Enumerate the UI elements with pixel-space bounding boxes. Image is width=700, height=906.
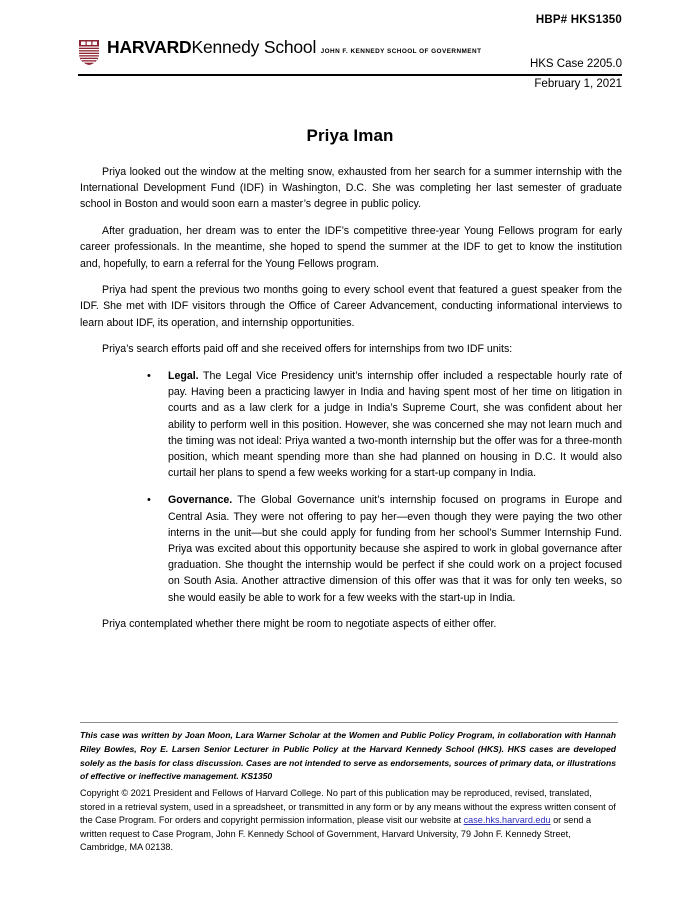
list-item: [80, 368, 622, 481]
harvard-shield-icon: [78, 39, 100, 66]
page-title: Priya Iman: [306, 126, 394, 145]
copyright-text-part1: Copyright © 2021 President and Fellows of Harvard College. No part of this publication may be reproduced, revised, translated, stored in a retrieval system, used in a spreadsheet, or transmitted in any form or by any means without the express written consent of the Case Program. For orders and copyright permission information, please visit our website at: [80, 788, 616, 825]
list-item: [80, 492, 622, 605]
closing-paragraph: Priya contemplated whether there might be room to negotiate aspects of either offer.: [102, 618, 497, 631]
footer-divider: [80, 722, 618, 723]
case-date: February 1, 2021: [534, 78, 622, 90]
paragraph-4: Priya’s search efforts paid off and she received offers for internships from two IDF units:: [102, 343, 513, 356]
paragraph-2: After graduation, her dream was to enter the IDF’s competitive three-year Young Fellows program for early career professionals. In the meantime, she hoped to spend the summer at the IDF to get to know the institution and, hopefully, to earn a referral for the Young Fellows program.: [80, 225, 622, 270]
copyright-text-part2: or send a written request to Case Program, John F. Kennedy School of Government, Harvard University, 79 John F. Kennedy Street, Cambridge, MA 02138.: [80, 815, 592, 852]
document-body: [80, 164, 622, 643]
bullet-icon: •: [147, 494, 151, 507]
case-program-website-link[interactable]: case.hks.harvard.edu: [463, 815, 551, 825]
copyright-notice: [80, 787, 616, 855]
case-credit-note: This case was written by Joan Moon, Lara Warner Scholar at the Women and Public Policy Program, in collaboration with Hannah Riley Bowles, Roy E. Larsen Senior Lecturer in Public Policy at the Harvard Kennedy School (HKS). HKS cases are developed solely as the basis for class discussion. Cases are not intended to serve as endorsements, sources of primary data, or illustrations of effective or ineffective management. KS1350: [80, 730, 616, 782]
offer-text: The Global Governance unit’s internship focused on programs in Europe and Central Asia. They were not offering to pay her—even though they were paying the two other interns in the unit—but she could apply for funding from her school’s Summer Internship Fund. Priya was excited about this opportunity because she aspired to work in global governance after graduation. She thought the internship would be perfect if she could work on a project focused on South Asia. Another attractive dimension of this offer was that it was for only ten weeks, so she would easily be able to work for a few weeks with the start-up in India.: [168, 494, 622, 604]
logo-wordmark: [107, 38, 481, 58]
logo-harvard-text: HARVARD: [107, 37, 192, 57]
header-divider: [78, 74, 622, 76]
logo-subtitle: JOHN F. KENNEDY SCHOOL OF GOVERNMENT: [320, 48, 482, 55]
offer-label: Legal.: [168, 370, 199, 383]
document-header: [78, 38, 622, 78]
logo-main-line: [107, 37, 316, 57]
case-number: HKS Case 2205.0: [529, 58, 622, 70]
paragraph-1: Priya looked out the window at the melting snow, exhausted from her search for a summer internship with the International Development Fund (IDF) in Washington, D.C. She was completing her last semester of graduate school in Boston and would soon earn a master’s degree in public policy.: [80, 166, 622, 211]
logo-kennedy-school-text: Kennedy School: [191, 37, 317, 57]
harvard-kennedy-school-logo: [78, 38, 481, 66]
offer-text: The Legal Vice Presidency unit’s internship offer included a respectable hourly rate of pay. Having been a practicing lawyer in India and having spent most of her time on litigation in courts and as a law clerk for a judge in India’s Supreme Court, she was confident about her ability to perform well in this position. However, she was concerned she may not learn much and the timing was not ideal: Priya wanted a two-month internship but the offer was for a three-month position, which meant spending more than she had planned on housing in D.C. It would also curtail her plans to spend a few weeks working for a start-up company in India.: [168, 370, 622, 480]
hbp-number: HBP# HKS1350: [535, 14, 622, 26]
offers-list: [80, 368, 622, 606]
bullet-icon: •: [147, 370, 151, 383]
paragraph-3: Priya had spent the previous two months going to every school event that featured a guest speaker from the IDF. She met with IDF visitors through the Office of Career Advancement, conducting informational interviews to learn about IDF, its operation, and internship opportunities.: [80, 284, 622, 329]
offer-label: Governance.: [168, 494, 233, 507]
